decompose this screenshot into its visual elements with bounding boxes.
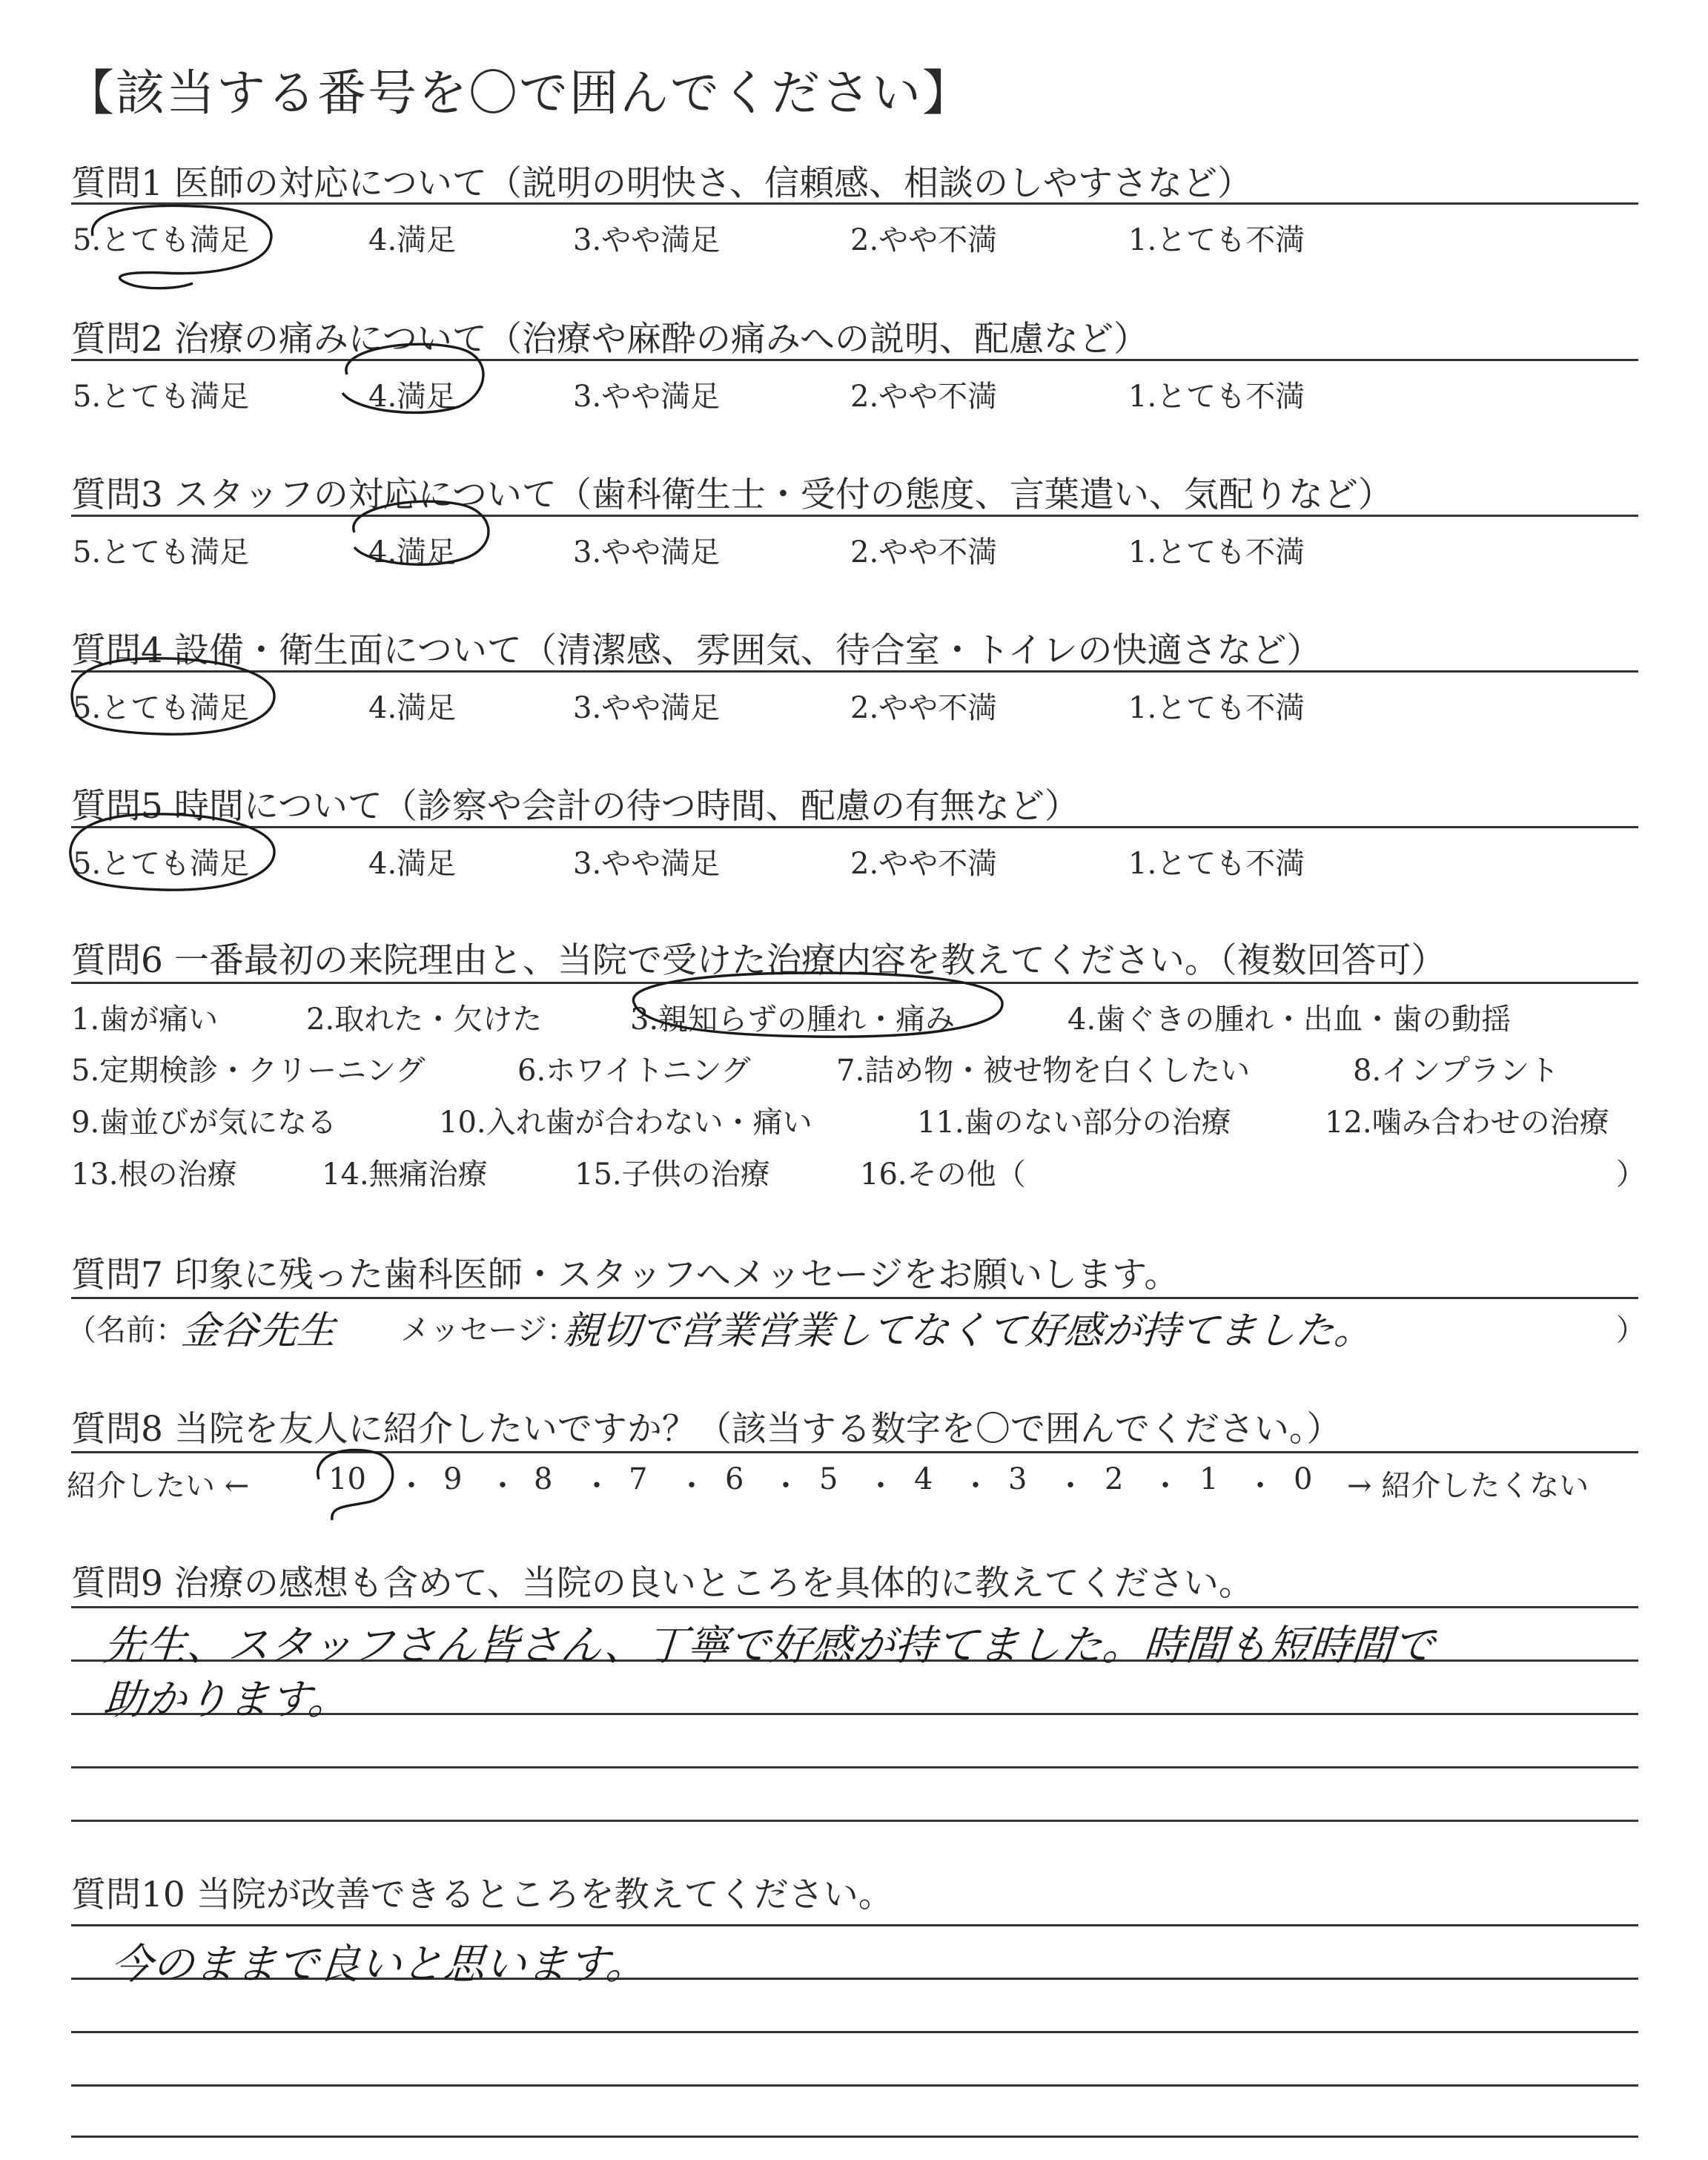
name-label: （名前： [67, 1313, 185, 1347]
scale-5[interactable]: 5 [819, 1462, 838, 1496]
question-8-text: 質問8 当院を友人に紹介したいですか？（該当する数字を〇で囲んでください。） [71, 1409, 1342, 1450]
q3-option-5[interactable]: 5.とても満足 [73, 535, 250, 569]
answer-line [71, 2136, 1638, 2138]
q5-option-5[interactable]: 5.とても満足 [73, 847, 250, 881]
scale-0[interactable]: 0 [1294, 1462, 1313, 1496]
q6-option-4[interactable]: 4.歯ぐきの腫れ・出血・歯の動揺 [1068, 1003, 1512, 1037]
q6-option-11[interactable]: 11.歯のない部分の治療 [917, 1106, 1231, 1140]
answer-line [71, 1606, 1638, 1608]
q4-option-1[interactable]: 1.とても不満 [1128, 691, 1305, 725]
q2-option-2[interactable]: 2.やや不満 [850, 380, 998, 414]
rule-line [71, 359, 1638, 361]
question-10-text: 質問10 当院が改善できるところを教えてください。 [71, 1875, 893, 1915]
q3-option-3[interactable]: 3.やや満足 [573, 535, 721, 569]
q5-option-4[interactable]: 4.満足 [368, 847, 457, 881]
scale-separator: ・ [1056, 1469, 1085, 1503]
q9-answer-line-1[interactable]: 先生、スタッフさん皆さん、丁寧で好感が持てました。時間も短時間で [102, 1622, 1437, 1670]
scale-1[interactable]: 1 [1199, 1462, 1219, 1496]
q2-option-4[interactable]: 4.満足 [368, 380, 457, 414]
rule-line [71, 1451, 1638, 1453]
q2-option-5[interactable]: 5.とても満足 [73, 380, 250, 414]
q6-option-12[interactable]: 12.噛み合わせの治療 [1325, 1106, 1609, 1140]
question-7-text: 質問7 印象に残った歯科医師・スタッフへメッセージをお願いします。 [71, 1255, 1179, 1295]
q10-answer-line-1[interactable]: 今のままで良いと思います。 [109, 1941, 649, 1989]
recommend-right-label: → 紹介したくない [1347, 1469, 1589, 1503]
q4-option-4[interactable]: 4.満足 [368, 691, 457, 725]
rule-line [71, 826, 1638, 828]
message-answer[interactable]: 親切で営業営業してなくて好感が持てました。 [561, 1309, 1374, 1353]
q4-option-5[interactable]: 5.とても満足 [73, 691, 250, 725]
q6-option-1[interactable]: 1.歯が痛い [71, 1003, 219, 1037]
answer-line [71, 1820, 1638, 1822]
scale-3[interactable]: 3 [1008, 1462, 1027, 1496]
q6-close-paren: ） [1616, 1157, 1646, 1192]
q1-option-5[interactable]: 5.とても満足 [73, 223, 250, 257]
scale-7[interactable]: 7 [629, 1462, 648, 1496]
q6-option-15[interactable]: 15.子供の治療 [575, 1157, 770, 1192]
rule-line [71, 515, 1638, 517]
q3-option-1[interactable]: 1.とても不満 [1128, 535, 1305, 569]
q5-option-2[interactable]: 2.やや不満 [850, 847, 998, 881]
scale-separator: ・ [488, 1469, 517, 1503]
recommend-left-label: 紹介したい ← [67, 1469, 250, 1503]
q2-option-1[interactable]: 1.とても不満 [1128, 380, 1305, 414]
answer-line [71, 2084, 1638, 2087]
q9-answer-line-2[interactable]: 助かります。 [102, 1676, 351, 1724]
scale-separator: ・ [1151, 1469, 1180, 1503]
q4-option-2[interactable]: 2.やや不満 [850, 691, 998, 725]
q6-option-14[interactable]: 14.無痛治療 [322, 1157, 488, 1192]
answer-line [71, 1924, 1638, 1926]
q6-option-9[interactable]: 9.歯並びが気になる [71, 1106, 337, 1140]
scale-separator: ・ [771, 1469, 801, 1503]
q3-option-2[interactable]: 2.やや不満 [850, 535, 998, 569]
q6-option-13[interactable]: 13.根の治療 [71, 1157, 237, 1192]
question-4-text: 質問4 設備・衛生面について（清潔感、雰囲気、待合室・トイレの快適さなど） [71, 630, 1322, 671]
name-answer[interactable]: 金谷先生 [179, 1309, 337, 1353]
q6-option-2[interactable]: 2.取れた・欠けた [306, 1003, 543, 1037]
scale-separator: ・ [582, 1469, 612, 1503]
question-6-text: 質問6 一番最初の来院理由と、当院で受けた治療内容を教えてください。（複数回答可） [71, 940, 1446, 981]
scale-4[interactable]: 4 [914, 1462, 933, 1496]
scale-6[interactable]: 6 [725, 1462, 744, 1496]
scale-10[interactable]: 10 [328, 1462, 366, 1496]
question-3-text: 質問3 スタッフの対応について（歯科衛生士・受付の態度、言葉遣い、気配りなど） [71, 475, 1393, 515]
q6-option-10[interactable]: 10.入れ歯が合わない・痛い [439, 1106, 812, 1140]
scale-separator: ・ [1245, 1469, 1275, 1503]
message-label: メッセージ： [400, 1313, 577, 1347]
q6-option-16[interactable]: 16.その他（ [860, 1157, 1026, 1192]
question-1-text: 質問1 医師の対応について（説明の明快さ、信頼感、相談のしやすさなど） [71, 163, 1253, 204]
q1-option-4[interactable]: 4.満足 [368, 223, 457, 257]
page-title: 【該当する番号を〇で囲んでください】 [65, 65, 973, 122]
scale-separator: ・ [961, 1469, 990, 1503]
question-9-text: 質問9 治療の感想も含めて、当院の良いところを具体的に教えてください。 [71, 1563, 1254, 1604]
rule-line [71, 982, 1638, 984]
rule-line [71, 670, 1638, 673]
scale-separator: ・ [677, 1469, 706, 1503]
rule-line [71, 202, 1638, 205]
q2-option-3[interactable]: 3.やや満足 [573, 380, 721, 414]
q5-option-3[interactable]: 3.やや満足 [573, 847, 721, 881]
q6-option-5[interactable]: 5.定期検診・クリーニング [71, 1054, 426, 1088]
q1-option-1[interactable]: 1.とても不満 [1128, 223, 1305, 257]
q1-option-3[interactable]: 3.やや満足 [573, 223, 721, 257]
scale-9[interactable]: 9 [443, 1462, 463, 1496]
q6-option-8[interactable]: 8.インプラント [1353, 1054, 1560, 1088]
q3-option-4[interactable]: 4.満足 [368, 535, 457, 569]
scale-8[interactable]: 8 [534, 1462, 553, 1496]
q6-option-7[interactable]: 7.詰め物・被せ物を白くしたい [836, 1054, 1251, 1088]
scale-separator: ・ [866, 1469, 896, 1503]
q1-option-2[interactable]: 2.やや不満 [850, 223, 998, 257]
q5-option-1[interactable]: 1.とても不満 [1128, 847, 1305, 881]
answer-line [71, 1766, 1638, 1768]
q6-option-3[interactable]: 3.親知らずの腫れ・痛み [630, 1003, 956, 1037]
scale-separator: ・ [397, 1469, 426, 1503]
q7-close-paren: ） [1616, 1313, 1646, 1347]
q4-option-3[interactable]: 3.やや満足 [573, 691, 721, 725]
scale-2[interactable]: 2 [1105, 1462, 1124, 1496]
q6-option-6[interactable]: 6.ホワイトニング [517, 1054, 751, 1088]
question-2-text: 質問2 治療の痛みについて（治療や麻酔の痛みへの説明、配慮など） [71, 319, 1148, 360]
question-5-text: 質問5 時間について（診察や会計の待つ時間、配慮の有無など） [71, 786, 1079, 827]
answer-line [71, 2031, 1638, 2033]
